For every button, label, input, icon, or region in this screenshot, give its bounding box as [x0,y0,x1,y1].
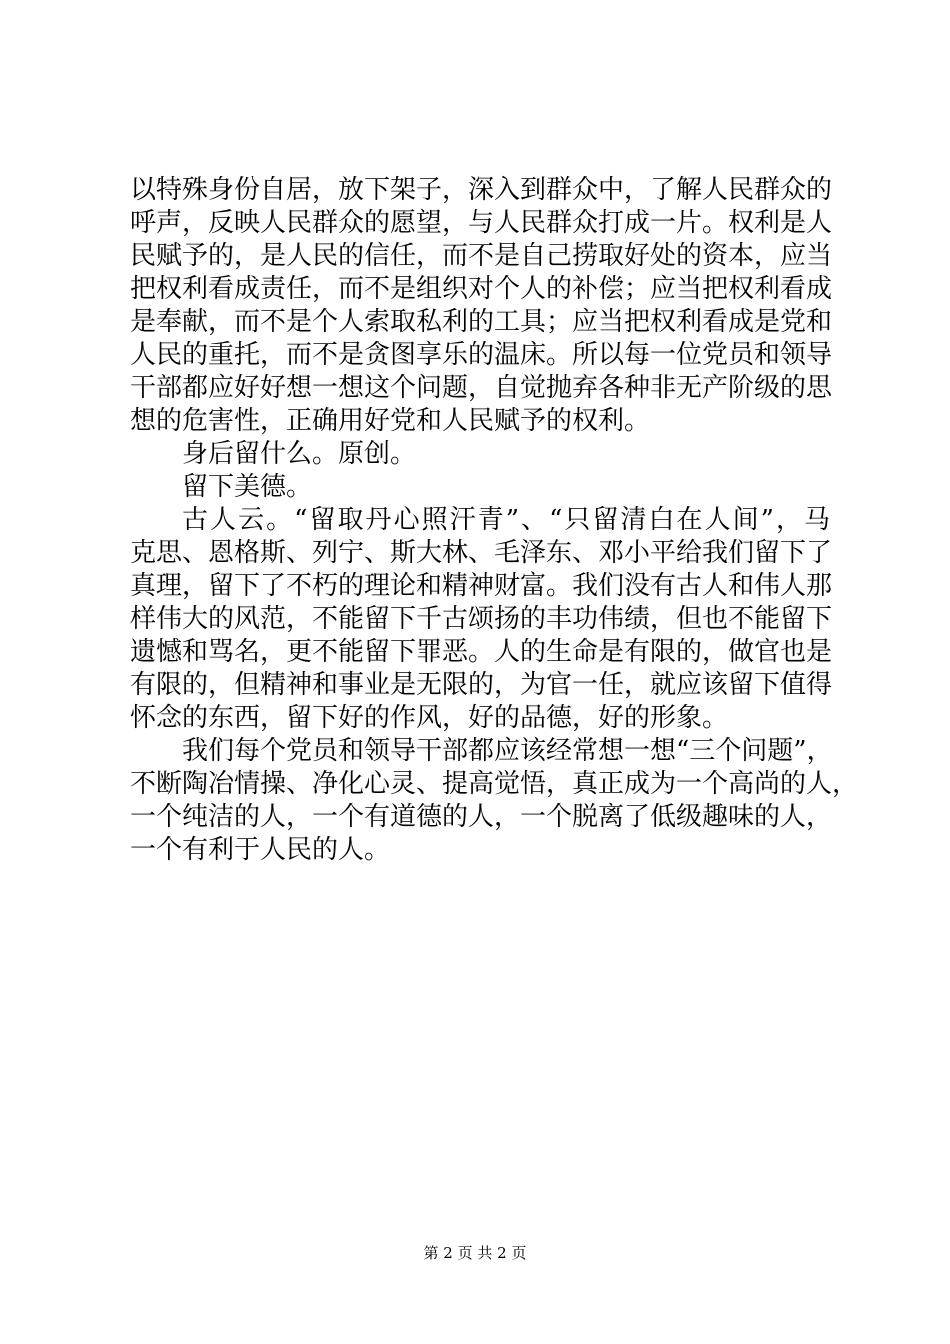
text-line: 身后留什么。原创。 [182,439,417,469]
paragraph [130,438,830,471]
text-line: 一个有利于人民的人。 [130,835,391,865]
text-line: 干部都应好好想一想这个问题，自觉抛弃各种非无产阶级的思 [130,373,833,403]
body-text [130,174,859,867]
text-line: 把权利看成责任，而不是组织对个人的补偿；应当把权利看成 [130,274,833,304]
text-line: 一个纯洁的人，一个有道德的人，一个脱离了低级趣味的人， [130,802,833,832]
text-line: 人民的重托，而不是贪图享乐的温床。所以每一位党员和领导 [130,340,833,370]
paragraph [130,471,830,504]
text-line: 遗憾和骂名，更不能留下罪恶。人的生命是有限的，做官也是 [130,637,833,667]
text-line: 不断陶冶情操、净化心灵、提高觉悟，真正成为一个高尚的人， [130,769,859,799]
text-line: 古人云。“留取丹心照汗青”、“只留清白在人间”，马 [182,505,830,535]
page-footer: 第 2 页 共 2 页 [423,1244,527,1262]
text-line: 呼声，反映人民群众的愿望，与人民群众打成一片。权利是人 [130,208,833,238]
paragraph [130,174,833,438]
text-line: 想的危害性，正确用好党和人民赋予的权利。 [130,406,651,436]
text-line: 留下美德。 [182,472,313,502]
text-line: 真理，留下了不朽的理论和精神财富。我们没有古人和伟人那 [130,571,833,601]
text-line: 有限的，但精神和事业是无限的，为官一任，就应该留下值得 [130,670,833,700]
paragraph [130,504,833,735]
text-line: 样伟大的风范，不能留下千古颂扬的丰功伟绩，但也不能留下 [130,604,833,634]
text-line: 以特殊身份自居，放下架子，深入到群众中，了解人民群众的 [130,175,833,205]
text-line: 怀念的东西，留下好的作风，好的品德，好的形象。 [130,703,729,733]
text-line: 是奉献，而不是个人索取私利的工具；应当把权利看成是党和 [130,307,833,337]
text-line: 克思、恩格斯、列宁、斯大林、毛泽东、邓小平给我们留下了 [130,538,833,568]
paragraph [130,735,859,867]
text-line: 我们每个党员和领导干部都应该经常想一想“三个问题”， [182,736,833,766]
text-line: 民赋予的，是人民的信任，而不是自己捞取好处的资本，应当 [130,241,833,271]
